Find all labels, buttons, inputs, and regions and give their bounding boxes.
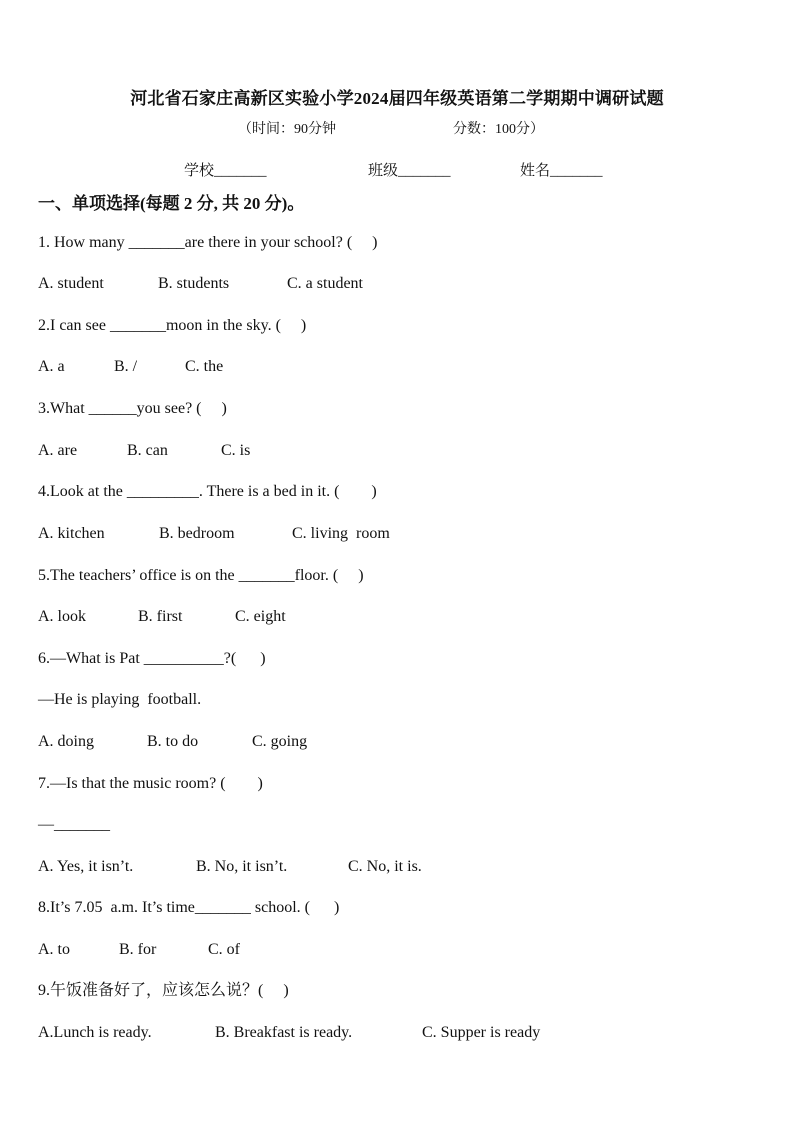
question-3-option-c: C. is [221, 442, 251, 459]
question-9-stem: 9.午饭准备好了，应该怎么说？( ) [38, 982, 289, 999]
question-3-stem: 3.What ______you see? ( ) [38, 400, 227, 417]
question-5-option-c: C. eight [235, 608, 286, 625]
school-field: 学校_______ [184, 163, 267, 179]
question-3-option-a: A. are [38, 442, 78, 459]
question-2-stem: 2.I can see _______moon in the sky. ( ) [38, 317, 307, 334]
question-7-stem: 7.—Is that the music room? ( ) [38, 775, 263, 792]
question-9-option-a: A.Lunch is ready. [38, 1024, 152, 1041]
question-1-option-a: A. student [38, 275, 104, 292]
question-7-answer-line: —_______ [38, 816, 110, 833]
question-8-option-a: A. to [38, 941, 70, 958]
question-7-option-b: B. No, it isn’t. [196, 858, 288, 875]
question-5-stem: 5.The teachers’ office is on the _______floor. ( ) [38, 567, 364, 584]
question-8-option-b: B. for [119, 941, 157, 958]
question-1-option-b: B. students [158, 275, 230, 292]
question-6-option-b: B. to do [147, 733, 199, 750]
question-8-stem: 8.It’s 7.05 a.m. It’s time_______ school. ( ) [38, 899, 340, 916]
exam-title: 河北省石家庄高新区实验小学2024届四年级英语第二学期期中调研试题 [130, 89, 664, 108]
question-6-option-c: C. going [252, 733, 308, 750]
question-8-option-c: C. of [208, 941, 240, 958]
question-4-stem: 4.Look at the _________. There is a bed in it. ( ) [38, 483, 377, 500]
section-heading: 一、单项选择(每题 2 分, 共 20 分)。 [38, 194, 305, 213]
exam-time: （时间：90分钟 [238, 122, 336, 137]
question-4-option-b: B. bedroom [159, 525, 235, 542]
question-9-option-b: B. Breakfast is ready. [215, 1024, 353, 1041]
question-2-option-c: C. the [185, 358, 224, 375]
question-7-option-c: C. No, it is. [348, 858, 422, 875]
question-6-stem: 6.—What is Pat __________?( ) [38, 650, 266, 667]
question-7-option-a: A. Yes, it isn’t. [38, 858, 134, 875]
class-field: 班级_______ [368, 163, 451, 179]
question-5-option-a: A. look [38, 608, 86, 625]
question-9-option-c: C. Supper is ready [422, 1024, 541, 1041]
name-field: 姓名_______ [520, 163, 603, 179]
question-4-option-a: A. kitchen [38, 525, 105, 542]
question-6-option-a: A. doing [38, 733, 94, 750]
question-1-stem: 1. How many _______are there in your school? ( ) [38, 234, 378, 251]
question-1-option-c: C. a student [287, 275, 363, 292]
question-2-option-a: A. a [38, 358, 65, 375]
question-2-option-b: B. / [114, 358, 138, 375]
question-3-option-b: B. can [127, 442, 168, 459]
question-6-answer-line: —He is playing football. [38, 691, 202, 708]
question-5-option-b: B. first [138, 608, 183, 625]
exam-score: 分数：100分） [453, 122, 544, 137]
question-4-option-c: C. living room [292, 525, 390, 542]
